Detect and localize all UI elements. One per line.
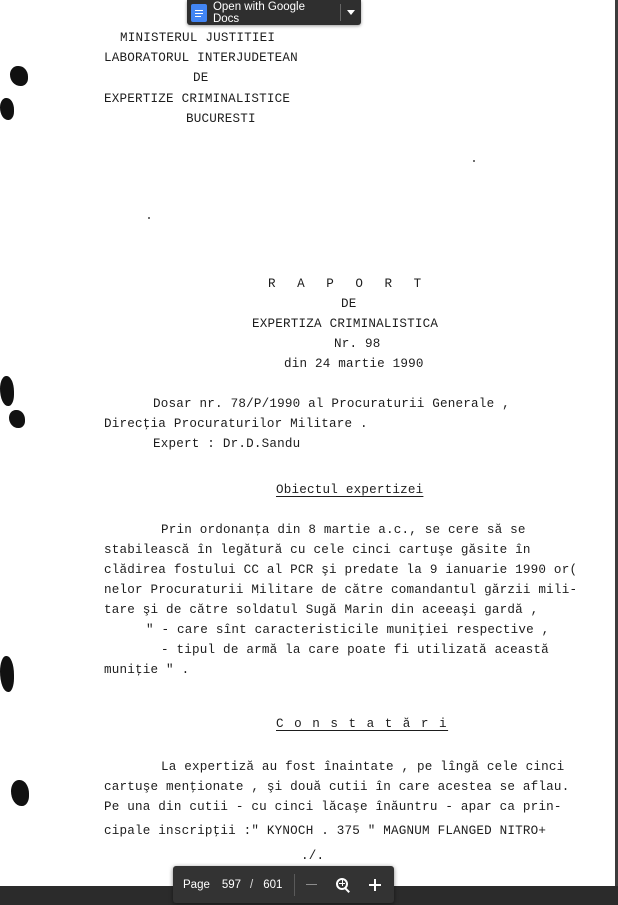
page-separator: / bbox=[250, 878, 254, 891]
open-with-dropdown-button[interactable] bbox=[341, 0, 361, 25]
current-page-number[interactable]: 597 bbox=[221, 878, 242, 891]
open-with-bar bbox=[187, 0, 361, 25]
report-title: R A P O R T bbox=[268, 277, 429, 291]
obiectul-line-3: clădirea fostului CC al PCR şi predate la 9 ianuarie 1990 or( bbox=[104, 563, 578, 577]
google-docs-icon bbox=[191, 4, 207, 22]
zoom-in-button[interactable] bbox=[359, 866, 391, 903]
scan-blot bbox=[9, 410, 25, 428]
open-with-google-docs-button[interactable] bbox=[187, 0, 340, 25]
obiectul-line-5: tare şi de către soldatul Sugă Marin din aceeaşi gardă , bbox=[104, 603, 539, 617]
obiectul-line-1: Prin ordonanţa din 8 martie a.c., se cere să se bbox=[161, 523, 526, 537]
obiectul-line-7: - tipul de armă la care poate fi utilizată această bbox=[161, 643, 549, 657]
header-line-2: LABORATORUL INTERJUDETEAN bbox=[104, 51, 298, 65]
header-line-5: BUCURESTI bbox=[186, 112, 256, 126]
scan-blot bbox=[11, 780, 29, 806]
constatari-line-1: La expertiză au fost înaintate , pe lîngă cele cinci bbox=[161, 760, 565, 774]
scan-blot bbox=[10, 66, 28, 86]
obiectul-line-8: muniţie " . bbox=[104, 663, 190, 677]
report-subtitle: EXPERTIZA CRIMINALISTICA bbox=[252, 317, 439, 331]
scan-blot bbox=[0, 98, 14, 120]
obiectul-line-2: stabilească în legătură cu cele cinci cartuşe găsite în bbox=[104, 543, 531, 557]
zoom-out-button[interactable] bbox=[295, 866, 327, 903]
zoom-icon bbox=[336, 878, 350, 892]
scan-blot bbox=[0, 656, 14, 692]
caret-down-icon bbox=[347, 10, 355, 15]
scan-speck bbox=[148, 217, 150, 219]
constatari-line-2: cartuşe menţionate , şi două cutii în care acestea se aflau. bbox=[104, 780, 570, 794]
open-with-label: Open with Google Docs bbox=[212, 0, 306, 25]
zoom-reset-button[interactable] bbox=[327, 866, 359, 903]
dosar-line-2: Direcţia Procuraturilor Militare . bbox=[104, 417, 368, 431]
report-title-de: DE bbox=[341, 297, 357, 311]
page-label: Page bbox=[183, 878, 210, 891]
obiectul-line-4: nelor Procuraturii Militare de către comandantul gărzii mili- bbox=[104, 583, 578, 597]
report-date: din 24 martie 1990 bbox=[284, 357, 424, 371]
obiectul-line-6: " - care sînt caracteristicile muniţiei respective , bbox=[146, 623, 550, 637]
page-toolbar bbox=[173, 866, 394, 903]
obiectul-heading: Obiectul expertizei bbox=[276, 483, 424, 497]
scan-speck bbox=[473, 160, 475, 162]
constatari-line-4: cipale inscripţii :" KYNOCH . 375 " MAGNUM FLANGED NITRO+ bbox=[104, 824, 547, 838]
dosar-line-1: Dosar nr. 78/P/1990 al Procuraturii Generale , bbox=[153, 397, 510, 411]
constatari-line-3: Pe una din cutii - cu cinci lăcaşe înăuntru - apar ca prin- bbox=[104, 800, 562, 814]
plus-icon bbox=[369, 879, 381, 891]
total-pages: 601 bbox=[263, 878, 283, 891]
constatari-heading: C o n s t a t ă r i bbox=[276, 717, 449, 731]
header-line-3: DE bbox=[193, 71, 209, 85]
header-line-4: EXPERTIZE CRIMINALISTICE bbox=[104, 92, 291, 106]
page-end-mark: ./. bbox=[301, 849, 325, 863]
report-number: Nr. 98 bbox=[334, 337, 381, 351]
minus-icon bbox=[306, 884, 317, 886]
expert-line: Expert : Dr.D.Sandu bbox=[153, 437, 301, 451]
header-line-1: MINISTERUL JUSTITIEI bbox=[120, 31, 276, 45]
scan-blot bbox=[0, 376, 14, 406]
